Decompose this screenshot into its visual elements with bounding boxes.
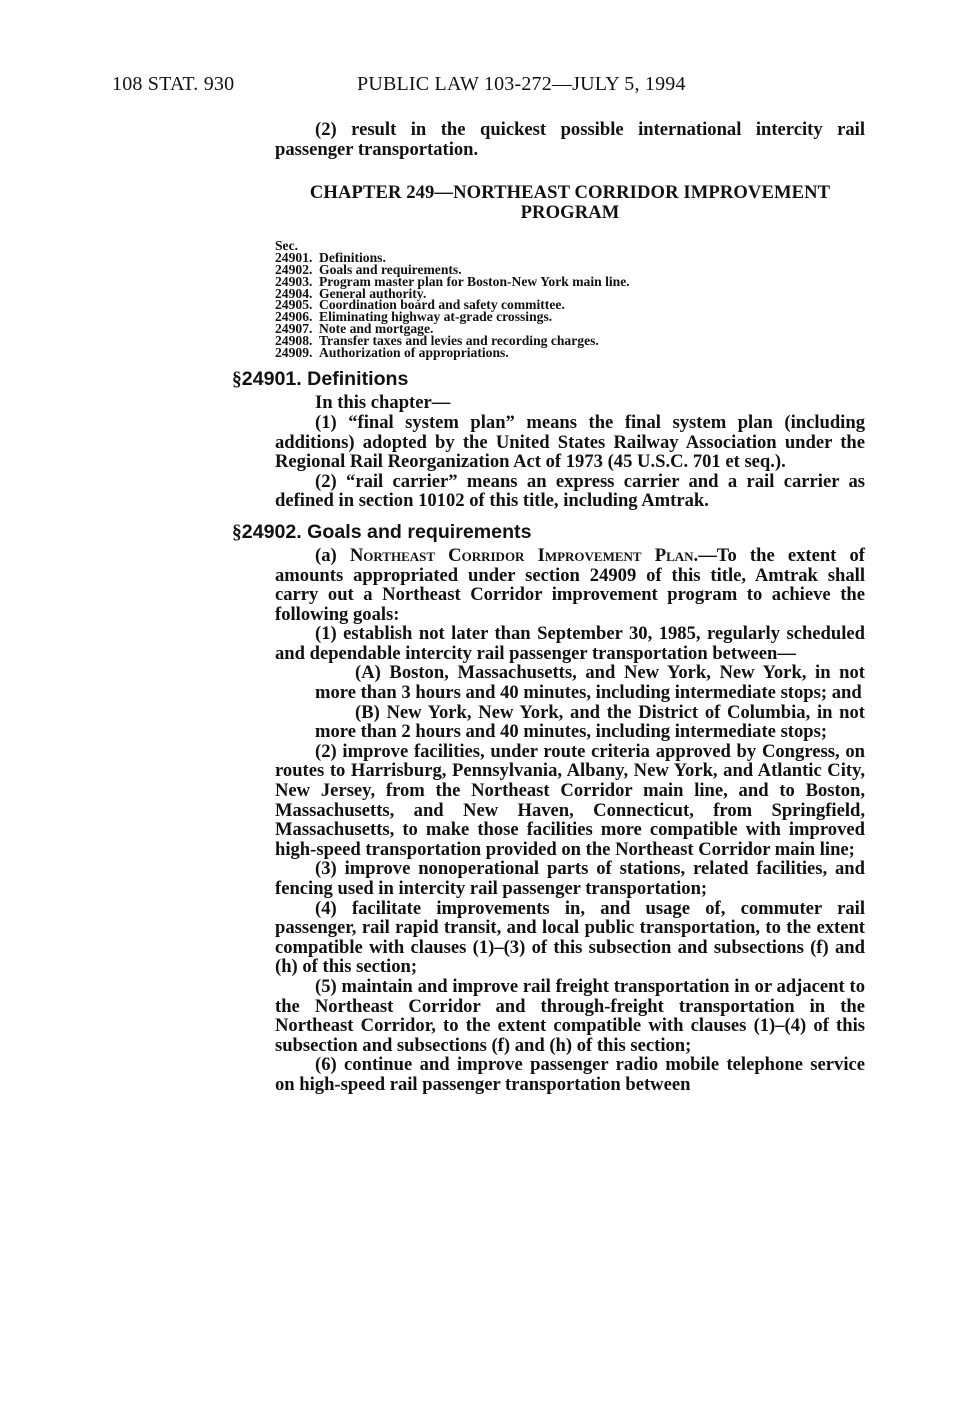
statute-reference: 108 STAT. 930: [112, 73, 235, 95]
toc-entry-title: Coordination board and safety committee.: [319, 297, 565, 313]
section-table-of-contents: [275, 240, 865, 358]
subsection-a: [275, 546, 865, 624]
goal-2: (2) improve facilities, under route criteria approved by Congress, on routes to Harrisburg, Pennsylvania, Albany, New York, and Atlantic City, New Jersey, from the Northeast Corridor main line, and to Boston, Massachusetts, and New Haven, Connecticut, from Springfield, Massachusetts, to make those facilities more compatible with improved high-speed transportation provided on the Northeast Corridor main line;: [275, 740, 865, 860]
subsection-a-caption: Northeast Corridor Improvement Plan.: [349, 544, 699, 566]
toc-entry: [275, 344, 865, 360]
goal-5: (5) maintain and improve rail freight transportation in or adjacent to the Northeast Corridor and through-freight transportation in the Northeast Corridor, to the extent compatible with clauses (1)–(4) of this subsection and subsections (f) and (h) of this section;: [275, 975, 865, 1056]
section-symbol: §: [232, 369, 242, 391]
goal-6: (6) continue and improve passenger radio mobile telephone service on high-speed rail passenger transportation between: [275, 1054, 865, 1095]
toc-entry-number: 24909.: [275, 344, 313, 360]
section-24902-heading: [232, 521, 865, 544]
toc-entry-number: 24905.: [275, 297, 313, 313]
toc-entry-title: Transfer taxes and levies and recording charges.: [319, 332, 599, 348]
toc-entry-title: Goals and requirements.: [319, 261, 462, 277]
section-symbol: §: [232, 521, 242, 543]
chapter-title: [275, 183, 865, 222]
toc-entry-title: Authorization of appropriations.: [319, 344, 509, 360]
goal-4: (4) facilitate improvements in, and usage of, commuter rail passenger, rail rapid transit, and local public transportation, to the extent compatible with clauses (1)–(3) of this subsection and subsections (f) and (h) of this section;: [275, 897, 865, 978]
toc-entry-number: 24901.: [275, 250, 313, 266]
toc-heading: Sec.: [275, 238, 299, 254]
toc-entry-title: Definitions.: [319, 250, 386, 266]
toc-entry-title: Eliminating highway at-grade crossings.: [319, 309, 553, 325]
section-24901-heading: [232, 368, 865, 391]
section-24901-title: 24901. Definitions: [241, 368, 409, 391]
toc-entry-number: 24903.: [275, 273, 313, 289]
goal-1-a: (A) Boston, Massachusetts, and New York, New York, in not more than 3 hours and 40 minutes, including intermediate stops; and: [315, 662, 865, 704]
section-24902-title: 24902. Goals and requirements: [241, 520, 532, 543]
subsection-a-label: (a): [315, 544, 350, 566]
goal-1-b: (B) New York, New York, and the District of Columbia, in not more than 2 hours and 40 minutes, including intermediate stops;: [315, 701, 865, 743]
goal-3: (3) improve nonoperational parts of stations, related facilities, and fencing used in intercity rail passenger transportation;: [275, 858, 865, 899]
toc-entry-number: 24904.: [275, 285, 313, 301]
toc-entry-title: Program master plan for Boston-New York main line.: [319, 273, 630, 289]
toc-entry-number: 24907.: [275, 320, 313, 336]
public-law-reference: PUBLIC LAW 103-272—JULY 5, 1994: [357, 73, 686, 95]
definition-final-system-plan: (1) “final system plan” means the final system plan (including additions) adopted by the United States Railway Association under the Regional Rail Reorganization Act of 1973 (45 U.S.C. 701 et seq.).: [275, 411, 865, 473]
section-24901-intro: In this chapter—: [315, 392, 451, 414]
chapter-title-line-2: PROGRAM: [520, 201, 620, 223]
toc-entry-number: 24908.: [275, 332, 313, 348]
subsection-a-text: —To the extent of amounts appropriated under section 24909 of this title, Amtrak shall carry out a Northeast Corridor improvement program to achieve the following goals:: [275, 544, 865, 625]
running-header: [112, 73, 752, 103]
continuation-paragraph: (2) result in the quickest possible international intercity rail passenger transportation.: [275, 119, 865, 160]
toc-entry-title: Note and mortgage.: [319, 320, 434, 336]
toc-entry-number: 24902.: [275, 261, 313, 277]
toc-entry-number: 24906.: [275, 309, 313, 325]
document-body: [232, 119, 865, 1095]
goal-1: (1) establish not later than September 30, 1985, regularly scheduled and dependable intercity rail passenger transportation between—: [275, 623, 865, 664]
chapter-title-line-1: CHAPTER 249—NORTHEAST CORRIDOR IMPROVEMENT: [309, 182, 831, 204]
definition-rail-carrier: (2) “rail carrier” means an express carrier and a rail carrier as defined in section 10102 of this title, including Amtrak.: [275, 470, 865, 512]
toc-entry-title: General authority.: [319, 285, 427, 301]
